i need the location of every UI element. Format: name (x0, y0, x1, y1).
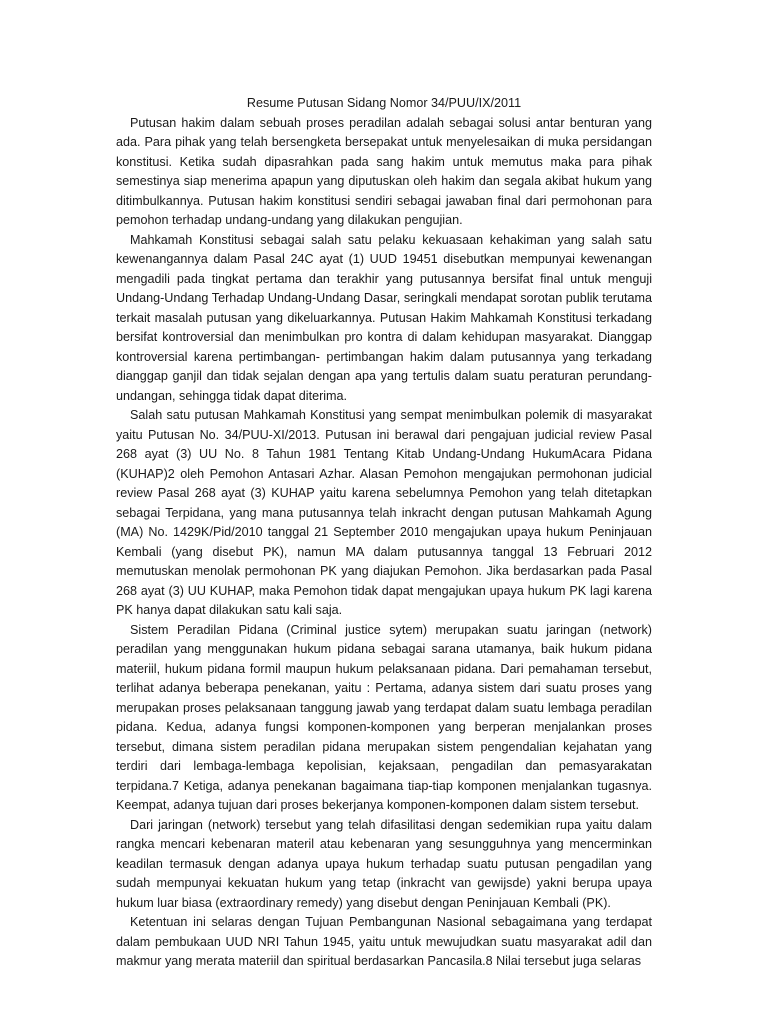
paragraph-3: Salah satu putusan Mahkamah Konstitusi yang sempat menimbulkan polemik di masyarakat yaitu Putusan No. 34/PUU-XI/2013. Putusan ini berawal dari pengajuan judicial review Pasal 268 ayat (3) UU No. 8 Tahun 1981 Tentang Kitab Undang-Undang HukumAcara Pidana (KUHAP)2 oleh Pemohon Antasari Azhar. Alasan Pemohon mengajukan permohonan judicial review Pasal 268 ayat (3) KUHAP yaitu karena sebelumnya Pemohon yang telah ditetapkan sebagai Terpidana, yang mana putusannya telah inkracht dengan putusan Mahkamah Agung (MA) No. 1429K/Pid/2010 tanggal 21 September 2010 mengajukan upaya hukum Peninjauan Kembali (yang disebut PK), namun MA dalam putusannya tanggal 13 Februari 2012 memutuskan menolak permohonan PK yang diajukan Pemohon. Jika berdasarkan pada Pasal 268 ayat (3) UU KUHAP, maka Pemohon tidak dapat mengajukan upaya hukum PK lagi karena PK hanya dapat dilakukan satu kali saja. (116, 408, 652, 617)
paragraph-4: Sistem Peradilan Pidana (Criminal justice sytem) merupakan suatu jaringan (network) peradilan yang menggunakan hukum pidana sebagai sarana utamanya, baik hukum pidana materiil, hukum pidana formil maupun hukum pelaksanaan pidana. Dari pemahaman tersebut, terlihat adanya beberapa penekanan, yaitu : Pertama, adanya sistem dari suatu proses yang merupakan proses pelaksanaan tanggung jawab yang terdapat dalam suatu lembaga peradilan pidana. Kedua, adanya fungsi komponen-komponen yang berperan menjalankan proses tersebut, dimana sistem peradilan pidana merupakan sistem pengendalian kejahatan yang terdiri dari lembaga-lembaga kepolisian, kejaksaan, pengadilan dan pemasyarakatan terpidana.7 Ketiga, adanya penekanan bagaimana tiap-tiap komponen menjalankan tugasnya. Keempat, adanya tujuan dari proses bekerjanya komponen-komponen dalam sistem tersebut. (116, 622, 652, 812)
document-page (116, 94, 652, 972)
paragraph-2: Mahkamah Konstitusi sebagai salah satu pelaku kekuasaan kehakiman yang salah satu kewenangannya dalam Pasal 24C ayat (1) UUD 19451 disebutkan mempunyai kewenangan mengadili pada tingkat pertama dan terakhir yang putusannya bersifat final untuk menguji Undang-Undang Terhadap Undang-Undang Dasar, seringkali mendapat sorotan publik terutama terkait masalah putusan yang dikeluarkannya. Putusan Hakim Mahkamah Konstitusi terkadang bersifat kontroversial dan menimbulkan pro kontra di dalam kehidupan masyarakat. Dianggap kontroversial karena pertimbangan- pertimbangan hakim dalam putusannya yang terkadang dianggap ganjil dan tidak sejalan dengan apa yang tertulis dalam suatu peraturan perundang-undangan, sehingga tidak dapat diterima. (116, 232, 652, 403)
paragraph-6: Ketentuan ini selaras dengan Tujuan Pembangunan Nasional sebagaimana yang terdapat dalam pembukaan UUD NRI Tahun 1945, yaitu untuk mewujudkan suatu masyarakat adil dan makmur yang merata materiil dan spiritual berdasarkan Pancasila.8 Nilai tersebut juga selaras (116, 915, 652, 968)
document-title: Resume Putusan Sidang Nomor 34/PUU/IX/2011 (246, 96, 522, 110)
paragraph-5: Dari jaringan (network) tersebut yang telah difasilitasi dengan sedemikian rupa yaitu dalam rangka mencari kebenaran materil atau kebenaran yang sesungguhnya yang mencerminkan keadilan termasuk dengan adanya upaya hukum terhadap suatu putusan pengadilan yang sudah mempunyai kekuatan hukum yang tetap (inkracht van gewijsde) yakni berupa upaya hukum luar biasa (extraordinary remedy) yang disebut dengan Peninjauan Kembali (PK). (116, 817, 652, 910)
paragraph-1: Putusan hakim dalam sebuah proses peradilan adalah sebagai solusi antar benturan yang ada. Para pihak yang telah bersengketa bersepakat untuk menyelesaikan di muka persidangan konstitusi. Ketika sudah dipasrahkan pada sang hakim untuk memutus maka para pihak semestinya siap menerima apapun yang diputuskan oleh hakim dan segala akibat hukum yang ditimbulkannya. Putusan hakim konstitusi sendiri sebagai jawaban final dari permohonan para pemohon terhadap undang-undang yang dilakukan pengujian. (116, 115, 652, 227)
